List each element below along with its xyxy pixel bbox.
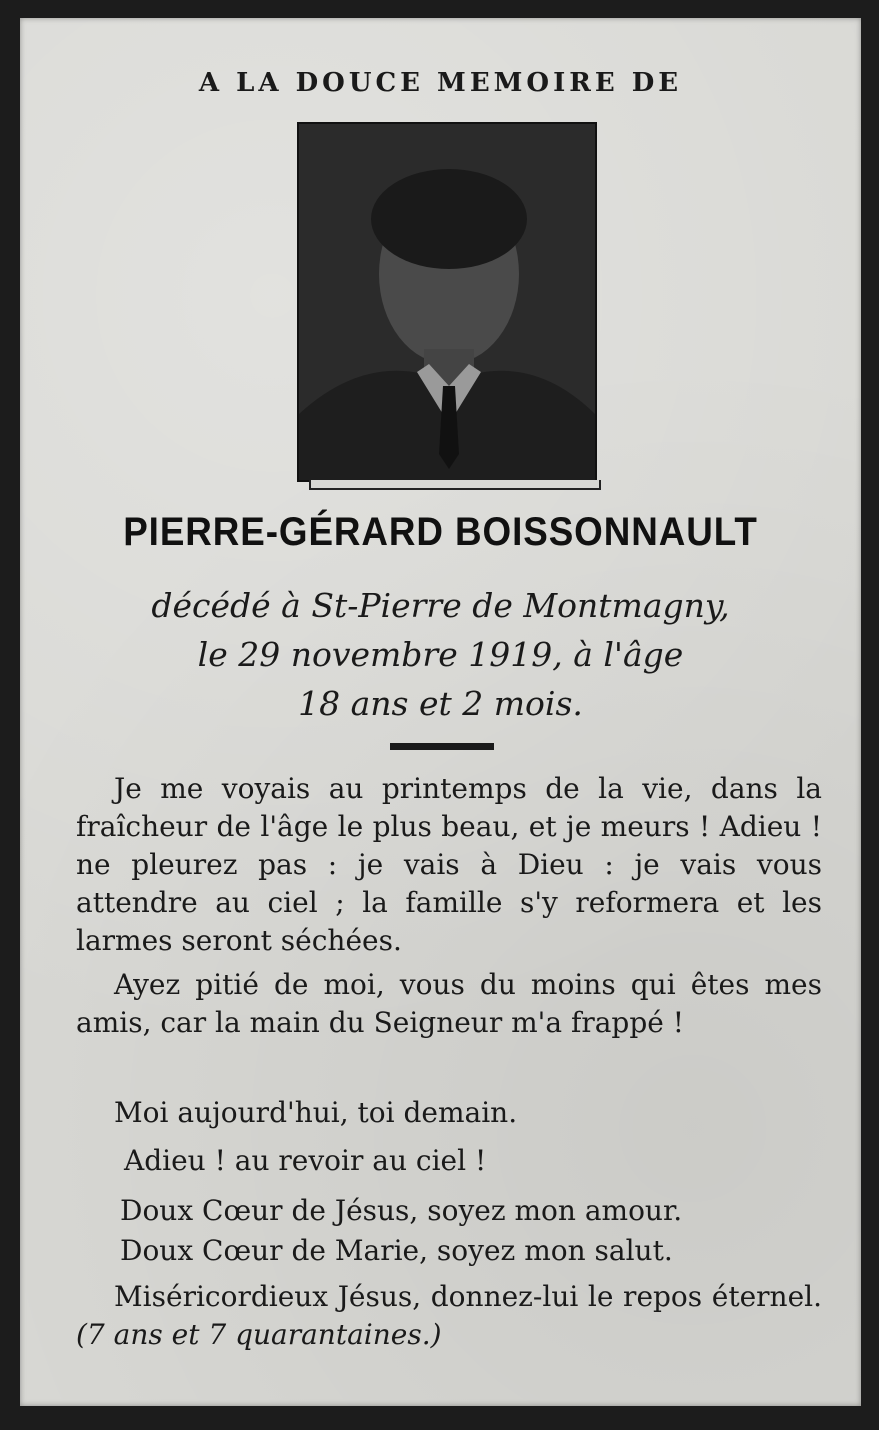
memorial-heading: A LA DOUCE MEMOIRE DE	[198, 68, 683, 98]
paragraph-farewell: Je me voyais au printemps de la vie, dans la fraîcheur de l'âge le plus beau, et je meurs ! Adieu ! ne pleurez pas : je vais à Dieu : je vais vous attendre au ciel ; la famille s'y reformera et les larmes seront séchées.	[76, 772, 822, 957]
prayer-paragraph	[76, 1278, 822, 1354]
portrait-image	[299, 124, 595, 480]
line-farewell-heaven: Adieu ! au revoir au ciel !	[124, 1144, 487, 1177]
death-place-line: décédé à St-Pierre de Montmagny,	[151, 586, 730, 625]
indulgence-note: (7 ans et 7 quarantaines.)	[76, 1318, 442, 1351]
death-date-line: le 29 novembre 1919, à l'âge	[197, 635, 684, 674]
line-heart-of-jesus: Doux Cœur de Jésus, soyez mon amour.	[120, 1194, 683, 1227]
line-today-tomorrow: Moi aujourd'hui, toi demain.	[114, 1096, 518, 1129]
portrait-photo	[297, 122, 597, 482]
age-line: 18 ans et 2 mois.	[298, 684, 583, 723]
memorial-card	[20, 18, 861, 1406]
line-heart-of-mary: Doux Cœur de Marie, soyez mon salut.	[120, 1234, 673, 1267]
deceased-name: PIERRE-GÉRARD BOISSONNAULT	[123, 510, 758, 554]
paragraph-pity: Ayez pitié de moi, vous du moins qui êtes mes amis, car la main du Seigneur m'a frappé !	[76, 968, 822, 1039]
prayer-text: Miséricordieux Jésus, donnez-lui le repos éternel.	[114, 1280, 822, 1313]
divider-rule	[390, 743, 494, 750]
